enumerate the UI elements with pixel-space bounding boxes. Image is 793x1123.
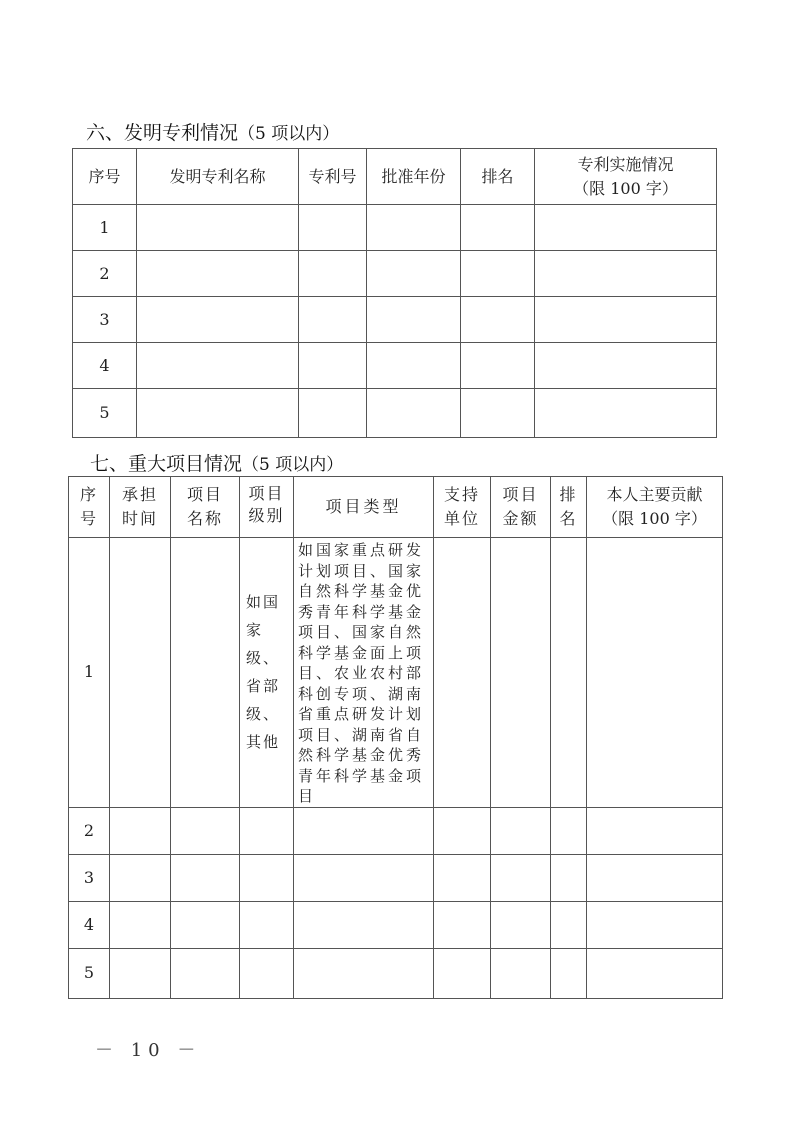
cell-project-name[interactable] — [171, 538, 240, 808]
header-rank: 排名 — [551, 477, 587, 538]
cell-patent-number[interactable] — [299, 343, 367, 389]
cell-project-level[interactable] — [240, 901, 294, 948]
cell-project-level-note: 如国家级、省部级、其他 — [240, 538, 294, 808]
cell-rank[interactable] — [551, 807, 587, 854]
section6-subtitle: （5 项以内） — [238, 124, 340, 144]
row-serial: 3 — [69, 854, 110, 901]
cell-undertake-time[interactable] — [110, 901, 171, 948]
cell-rank[interactable] — [551, 901, 587, 948]
table-row — [69, 854, 723, 901]
cell-patent-name[interactable] — [137, 297, 299, 343]
cell-main-contribution[interactable] — [587, 901, 723, 948]
header-main-contribution — [587, 477, 723, 538]
cell-project-name[interactable] — [171, 854, 240, 901]
cell-project-type[interactable] — [294, 807, 434, 854]
cell-patent-number[interactable] — [299, 297, 367, 343]
row-serial: 1 — [69, 538, 110, 808]
cell-main-contribution[interactable] — [587, 807, 723, 854]
header-project-level: 项目级别 — [240, 477, 294, 538]
header-project-type: 项目类型 — [294, 477, 434, 538]
cell-undertake-time[interactable] — [110, 948, 171, 998]
patent-table-header — [73, 149, 717, 205]
cell-project-amount[interactable] — [491, 807, 551, 854]
patent-table — [72, 148, 717, 438]
cell-main-contribution[interactable] — [587, 948, 723, 998]
header-project-amount: 项目金额 — [491, 477, 551, 538]
row-serial: 2 — [73, 251, 137, 297]
table-row — [73, 389, 717, 438]
cell-support-unit[interactable] — [434, 807, 491, 854]
section6-heading — [86, 118, 339, 145]
header-patent-name: 发明专利名称 — [137, 149, 299, 205]
row-serial: 5 — [69, 948, 110, 998]
cell-project-type-note: 如国家重点研发计划项目、国家自然科学基金优秀青年科学基金项目、国家自然科学基金面上项目、农业农村部科创专项、湖南省重点研发计划项目、湖南省自然科学基金优秀青年科学基金项目 — [294, 538, 434, 808]
cell-project-amount[interactable] — [491, 854, 551, 901]
header-contribution-title: 本人主要贡献 — [606, 485, 703, 504]
cell-support-unit[interactable] — [434, 538, 491, 808]
row-serial: 5 — [73, 389, 137, 438]
table-row — [73, 297, 717, 343]
header-project-name: 项目名称 — [171, 477, 240, 538]
cell-project-type[interactable] — [294, 901, 434, 948]
cell-undertake-time[interactable] — [110, 807, 171, 854]
cell-project-level[interactable] — [240, 948, 294, 998]
cell-approval-year[interactable] — [367, 343, 461, 389]
cell-rank[interactable] — [551, 538, 587, 808]
cell-rank[interactable] — [551, 948, 587, 998]
cell-project-level[interactable] — [240, 807, 294, 854]
cell-patent-name[interactable] — [137, 205, 299, 251]
table-row — [73, 343, 717, 389]
cell-project-type[interactable] — [294, 854, 434, 901]
header-serial: 序号 — [69, 477, 110, 538]
section7-subtitle: （5 项以内） — [242, 455, 344, 475]
header-support-unit: 支持单位 — [434, 477, 491, 538]
cell-patent-name[interactable] — [137, 389, 299, 438]
cell-undertake-time[interactable] — [110, 854, 171, 901]
cell-approval-year[interactable] — [367, 251, 461, 297]
cell-approval-year[interactable] — [367, 205, 461, 251]
cell-implementation[interactable] — [535, 205, 717, 251]
row-serial: 2 — [69, 807, 110, 854]
cell-implementation[interactable] — [535, 297, 717, 343]
row-serial: 1 — [73, 205, 137, 251]
header-implementation-title: 专利实施情况 — [577, 154, 674, 174]
cell-project-name[interactable] — [171, 807, 240, 854]
table-row — [69, 948, 723, 998]
cell-project-amount[interactable] — [491, 901, 551, 948]
table-row — [69, 807, 723, 854]
cell-support-unit[interactable] — [434, 854, 491, 901]
header-implementation — [535, 149, 717, 205]
cell-implementation[interactable] — [535, 343, 717, 389]
header-contribution-limit: （限 100 字） — [602, 509, 707, 528]
table-row — [69, 538, 723, 808]
table-row — [73, 205, 717, 251]
header-serial: 序号 — [73, 149, 137, 205]
cell-main-contribution[interactable] — [587, 538, 723, 808]
section7-title: 七、重大项目情况 — [90, 453, 243, 475]
section6-title: 六、发明专利情况 — [86, 122, 239, 144]
major-project-table — [68, 476, 723, 999]
section7-heading — [90, 449, 343, 476]
cell-rank[interactable] — [461, 343, 535, 389]
cell-patent-number[interactable] — [299, 251, 367, 297]
header-rank: 排名 — [461, 149, 535, 205]
cell-patent-number[interactable] — [299, 389, 367, 438]
header-implementation-limit: （限 100 字） — [573, 178, 678, 198]
cell-approval-year[interactable] — [367, 297, 461, 343]
project-table-header — [69, 477, 723, 538]
cell-project-type[interactable] — [294, 948, 434, 998]
cell-project-amount[interactable] — [491, 538, 551, 808]
page-number: － 10 － — [95, 1040, 202, 1061]
row-serial: 4 — [73, 343, 137, 389]
cell-project-name[interactable] — [171, 901, 240, 948]
cell-support-unit[interactable] — [434, 901, 491, 948]
cell-rank[interactable] — [551, 854, 587, 901]
cell-patent-name[interactable] — [137, 343, 299, 389]
header-undertake-time: 承担时间 — [110, 477, 171, 538]
row-serial: 3 — [73, 297, 137, 343]
cell-rank[interactable] — [461, 205, 535, 251]
table-row — [73, 251, 717, 297]
cell-implementation[interactable] — [535, 389, 717, 438]
row-serial: 4 — [69, 901, 110, 948]
table-row — [69, 901, 723, 948]
cell-patent-name[interactable] — [137, 251, 299, 297]
cell-approval-year[interactable] — [367, 389, 461, 438]
cell-support-unit[interactable] — [434, 948, 491, 998]
cell-undertake-time[interactable] — [110, 538, 171, 808]
cell-main-contribution[interactable] — [587, 854, 723, 901]
cell-implementation[interactable] — [535, 251, 717, 297]
cell-rank[interactable] — [461, 297, 535, 343]
cell-project-name[interactable] — [171, 948, 240, 998]
cell-project-amount[interactable] — [491, 948, 551, 998]
header-approval-year: 批准年份 — [367, 149, 461, 205]
cell-rank[interactable] — [461, 389, 535, 438]
cell-rank[interactable] — [461, 251, 535, 297]
cell-project-level[interactable] — [240, 854, 294, 901]
header-patent-number: 专利号 — [299, 149, 367, 205]
cell-patent-number[interactable] — [299, 205, 367, 251]
